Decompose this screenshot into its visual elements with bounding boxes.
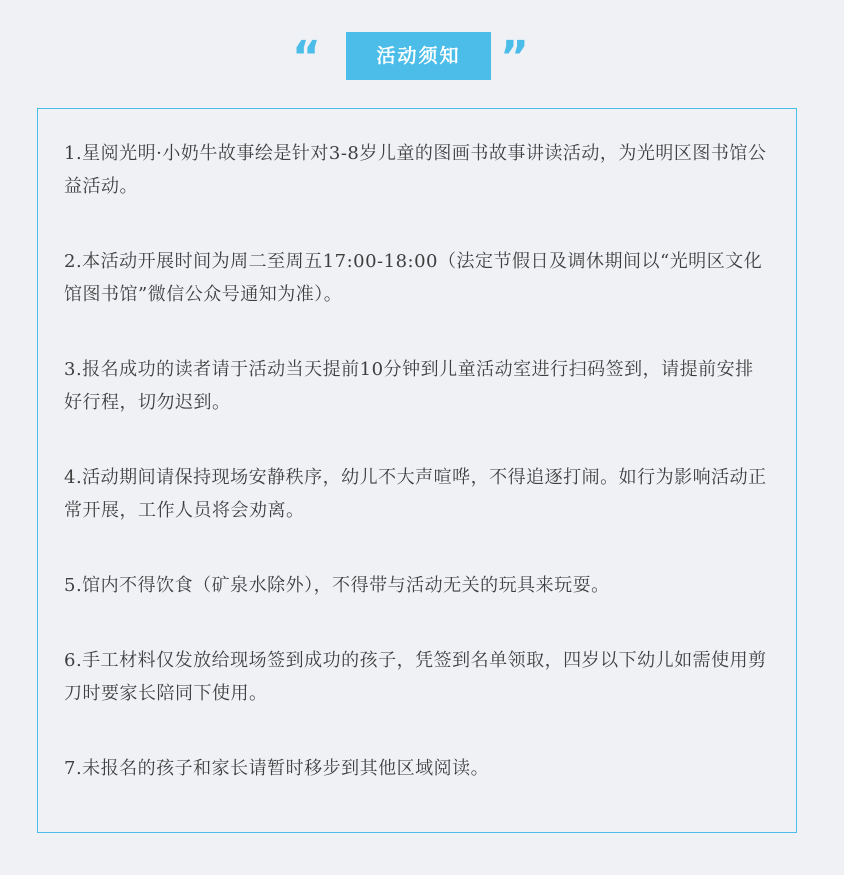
open-quote-icon: “ xyxy=(292,32,321,83)
notice-item-3: 3.报名成功的读者请于活动当天提前10分钟到儿童活动室进行扫码签到，请提前安排好行程，切勿迟到。 xyxy=(64,359,754,413)
section-title: 活动须知 xyxy=(346,32,491,80)
notice-item-4: 4.活动期间请保持现场安静秩序，幼儿不大声喧哗，不得追逐打闹。如行为影响活动正常开展，工作人员将会劝离。 xyxy=(64,467,767,521)
notice-box xyxy=(37,108,797,833)
notice-item-7: 7.未报名的孩子和家长请暂时移步到其他区域阅读。 xyxy=(64,758,490,779)
notice-item-2: 2.本活动开展时间为周二至周五17:00-18:00（法定节假日及调休期间以“光明区文化馆图书馆”微信公众号通知为准）。 xyxy=(64,251,763,305)
section-header xyxy=(0,32,844,83)
notice-item-6: 6.手工材料仅发放给现场签到成功的孩子，凭签到名单领取，四岁以下幼儿如需使用剪刀时要家长陪同下使用。 xyxy=(64,650,767,704)
close-quote-icon: ” xyxy=(500,32,529,83)
notice-item-5: 5.馆内不得饮食（矿泉水除外），不得带与活动无关的玩具来玩耍。 xyxy=(64,575,610,596)
notice-item-1: 1.星阅光明·小奶牛故事绘是针对3-8岁儿童的图画书故事讲读活动，为光明区图书馆公益活动。 xyxy=(64,143,767,197)
